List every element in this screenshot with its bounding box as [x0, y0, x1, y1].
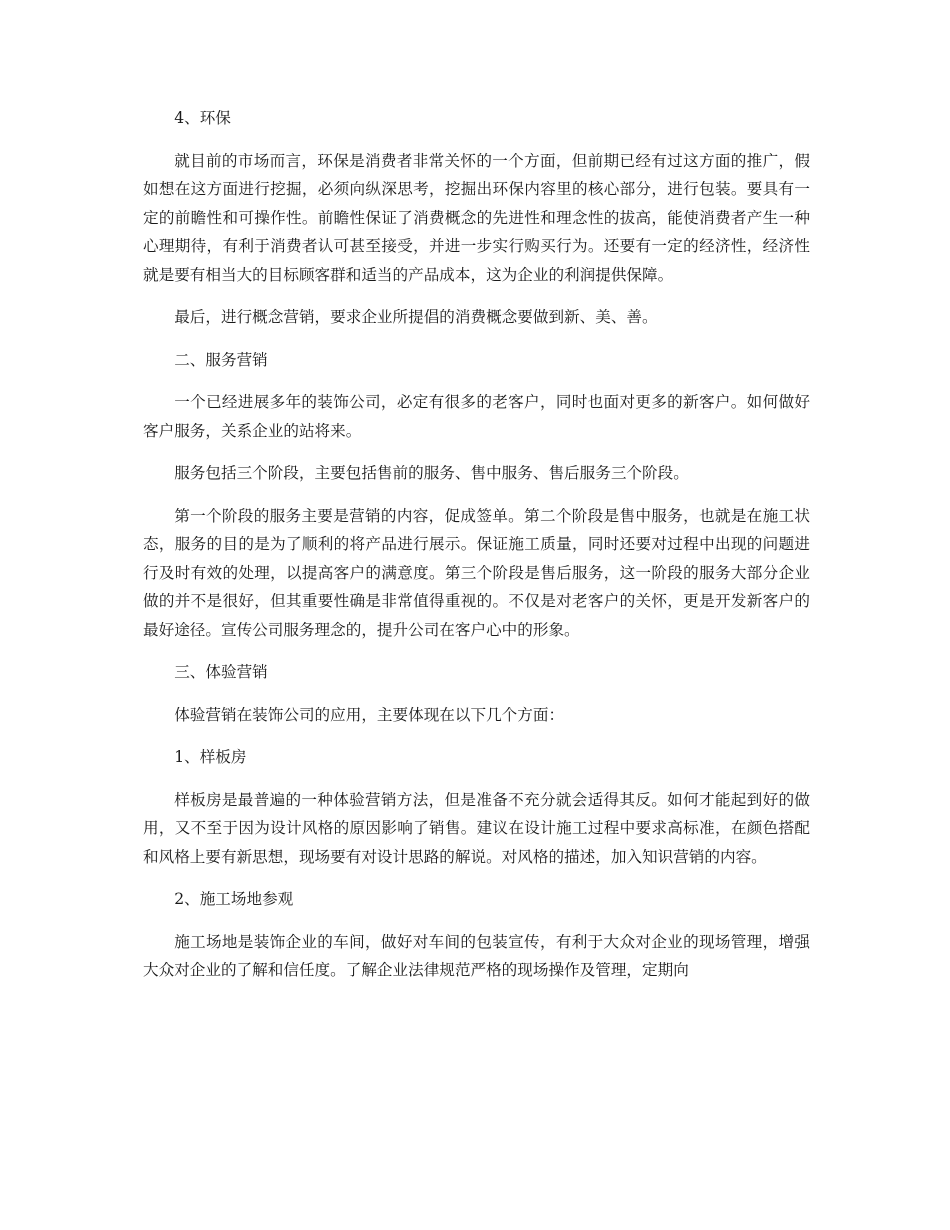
paragraph-customer-service: 一个已经进展多年的装饰公司，必定有很多的老客户，同时也面对更多的新客户。如何做好客户服务，关系企业的站将来。 [143, 393, 810, 440]
document-page [143, 104, 810, 999]
paragraph-site-visit: 施工场地是装饰企业的车间，做好对车间的包装宣传，有利于大众对企业的现场管理，增强大众对企业的了解和信任度。了解企业法律规范严格的现场操作及管理，定期向 [143, 932, 810, 979]
section-heading-environmental: 4、环保 [174, 109, 231, 127]
paragraph-show-room: 样板房是最普遍的一种体验营销方法，但是准备不充分就会适得其反。如何才能起到好的做用，又不至于因为设计风格的原因影响了销售。建议在设计施工过程中要求高标准，在颜色搭配和风格上要有新思想，现场要有对设计思路的解说。对风格的描述，加入知识营销的内容。 [143, 790, 810, 866]
subheading-site-visit: 2、施工场地参观 [174, 890, 294, 908]
subheading-show-room: 1、样板房 [174, 748, 247, 766]
paragraph-stage-details: 第一个阶段的服务主要是营销的内容，促成签单。第二个阶段是售中服务，也就是在施工状态，服务的目的是为了顺利的将产品进行展示。保证施工质量，同时还要对过程中出现的问题进行及时有效的处理，以提高客户的满意度。第三个阶段是售后服务，这一阶段的服务大部分企业做的并不是很好，但其重要性确是非常值得重视的。不仅是对老客户的关怀，更是开发新客户的最好途径。宣传公司服务理念的，提升公司在客户心中的形象。 [143, 506, 810, 639]
section-heading-service-marketing: 二、服务营销 [174, 350, 268, 369]
paragraph-environmental-market: 就目前的市场而言，环保是消费者非常关怀的一个方面，但前期已经有过这方面的推广，假如想在这方面进行挖掘，必须向纵深思考，挖掘出环保内容里的核心部分，进行包装。要具有一定的前瞻性和可操作性。前瞻性保证了消费概念的先进性和理念性的拔高，能使消费者产生一种心理期待，有利于消费者认可甚至接受，并进一步实行购买行为。还要有一定的经济性，经济性就是要有相当大的目标顾客群和适当的产品成本，这为企业的利润提供保障。 [143, 151, 810, 284]
paragraph-concept-marketing-summary: 最后，进行概念营销，要求企业所提倡的消费概念要做到新、美、善。 [174, 308, 658, 326]
section-heading-experience-marketing: 三、体验营销 [174, 663, 268, 681]
paragraph-service-stages: 服务包括三个阶段，主要包括售前的服务、售中服务、售后服务三个阶段。 [174, 464, 689, 482]
paragraph-experience-intro: 体验营销在装饰公司的应用，主要体现在以下几个方面： [174, 705, 565, 724]
